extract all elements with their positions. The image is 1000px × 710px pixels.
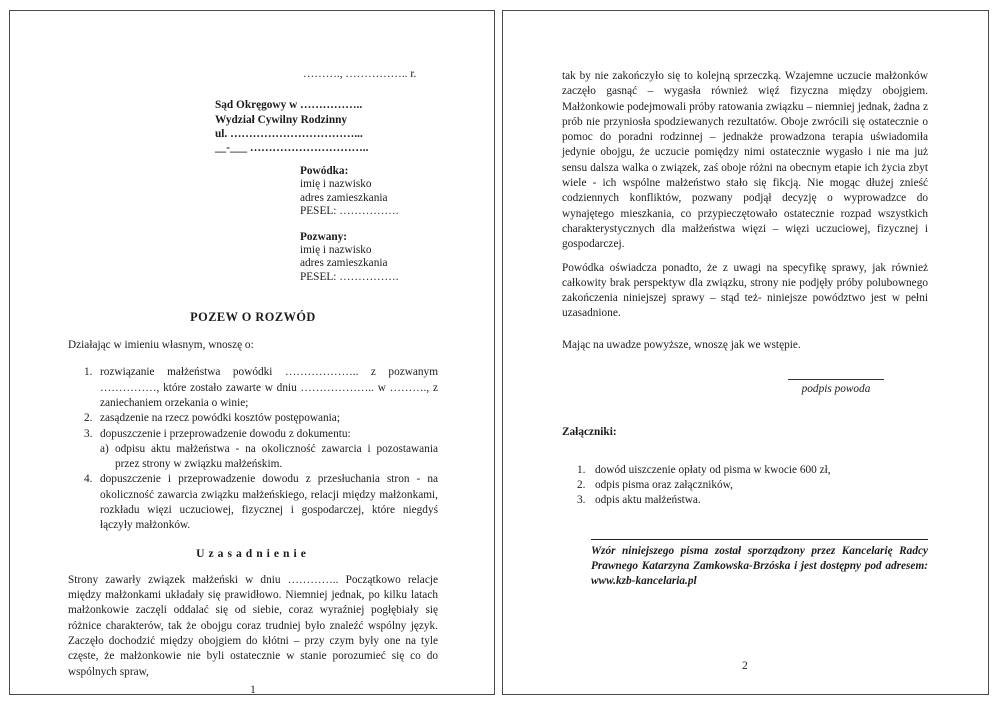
petition-item xyxy=(68,427,438,442)
date-line: ………., …………….. r. xyxy=(303,68,417,80)
attachment-number: 2. xyxy=(577,478,586,491)
petitions-list xyxy=(68,365,438,533)
court-division: Wydział Cywilny Rodzinny xyxy=(215,113,348,126)
defendant-pesel: PESEL: ……………. xyxy=(300,270,399,283)
document-page-2 xyxy=(502,10,989,695)
plaintiff-block xyxy=(300,165,438,218)
petition-number: 3. xyxy=(84,427,93,440)
justification-paragraph-3: Powódka oświadcza ponadto, że z uwagi na specyfikę sprawy, jak również całkowity brak perspektyw dla związku, strony nie podjęły próby polubownego zakończenia niniejszej sprawy – stąd też- niniejsze powództwo jest w pełni uzasadnione. xyxy=(562,261,928,320)
petition-text: rozwiązanie małżeństwa powódki ……………….. z pozwanym ……………, które zostało zawarte w dniu ……………….. w ………., z zaniechaniem orzekania o winie; xyxy=(100,366,438,409)
attachments-list xyxy=(562,463,928,509)
petition-text: dopuszczenie i przeprowadzenie dowodu z dokumentu: xyxy=(100,427,351,440)
page-2-number: 2 xyxy=(742,660,748,673)
petition-text: dopuszczenie i przeprowadzenie dowodu z przesłuchania stron - na okoliczność zawarcia związku małżeńskiego, relacji między małżonkami, rozkładu więzi uczuciowej, fizycznej i gospodarczej, które niegdyś łączyły małżonków. xyxy=(100,473,438,532)
petition-sub-item xyxy=(100,442,438,473)
signature-block xyxy=(788,379,884,397)
court-postal-code: __-___ ………………………….. xyxy=(215,141,369,154)
petition-sub-letter: a) xyxy=(100,442,109,455)
plaintiff-label: Powódka: xyxy=(300,165,349,178)
attachment-item xyxy=(562,478,928,493)
petition-item xyxy=(68,472,438,533)
attachment-item xyxy=(562,463,928,478)
attachment-text: odpis pisma oraz załączników, xyxy=(595,478,733,491)
petition-number: 1. xyxy=(84,366,93,379)
attachment-text: odpis aktu małżeństwa. xyxy=(595,494,701,507)
intro-line: Działając w imieniu własnym, wnoszę o: xyxy=(68,339,254,352)
plaintiff-name: imię i nazwisko xyxy=(300,178,372,191)
plaintiff-address: adres zamieszkania xyxy=(300,191,388,204)
attachment-item xyxy=(562,493,928,508)
law-firm-footer-note: Wzór niniejszego pisma został sporządzony przez Kancelarię Radcy Prawnego Katarzyna Zamkowska-Brzóska i jest dostępny pod adresem: www.kzb-kancelaria.pl xyxy=(591,539,928,590)
petition-item xyxy=(68,365,438,411)
petition-number: 2. xyxy=(84,412,93,425)
defendant-name: imię i nazwisko xyxy=(300,244,372,257)
petition-number: 4. xyxy=(84,473,93,486)
attachment-text: dowód uiszczenie opłaty od pisma w kwocie 600 zł, xyxy=(595,463,831,476)
defendant-label: Pozwany: xyxy=(300,230,348,243)
defendant-address: adres zamieszkania xyxy=(300,257,388,270)
court-address-block xyxy=(215,98,438,155)
attachment-number: 3. xyxy=(577,494,586,507)
plaintiff-pesel: PESEL: ……………. xyxy=(300,204,399,217)
petition-item xyxy=(68,411,438,426)
attachments-heading: Załączniki: xyxy=(562,426,617,439)
signature-caption: podpis powoda xyxy=(801,383,871,396)
justification-paragraph-1: Strony zawarły związek małżeński w dniu ………….. Początkowo relacje między małżonkami układały się prawidłowo. Niemniej jednak, po kilku latach małżonkowie zaczęli oddalać się od siebie, coraz wyraźniej pogłębiały się różnice charakterów, tak że obojgu coraz trudniej było znaleźć wspólny język. Zaczęło dochodzić między obojgiem do kłótni – przy czym były one na tyle częste, że małżonkowie nie byli ostatecznie w stanie porozumieć się co do wspólnych spraw, xyxy=(68,573,438,678)
closing-line: Mając na uwadze powyższe, wnoszę jak we wstępie. xyxy=(562,338,801,351)
justification-heading: Uzasadnienie xyxy=(196,546,310,560)
document-title: POZEW O ROZWÓD xyxy=(190,309,316,324)
page-1-number: 1 xyxy=(250,683,256,696)
justification-paragraph-2: tak by nie zakończyło się to kolejną sprzeczką. Wzajemne uczucie małżonków zaczęło gasnąć – wygasła również więź fizyczna między obojgiem. Małżonkowie podejmowali próby ratowania związku – niemniej jednak, żadna z prób nie przyniosła spodziewanych rezultatów. Oboje zwrócili się ostatecznie o pomoc do poradni rodzinnej – jednakże prowadzona terapia uświadomiła jedynie obojgu, że uczucie pomiędzy nimi ostatecznie wygasło i nie ma już sensu dalsza walka o związek, zaś oboje różni na obecnym etapie ich życia zbyt wiele - ich wspólne małżeństwo stało się fikcją. Nie mogąc dłużej znieść codziennych konfliktów, pozwany podjął decyzję o wyprowadzce do wynajętego mieszkania, co przypieczętowało ostatecznie rozpad wszystkich charakterystycznych dla małżeństwa więzi – więzi uczuciowej, fizycznej i gospodarczej. xyxy=(562,70,928,251)
document-page-1 xyxy=(9,10,495,695)
defendant-block xyxy=(300,231,438,284)
page-2-content xyxy=(503,69,988,675)
page-1-content xyxy=(10,67,494,698)
court-street: ul. ……………………………... xyxy=(215,127,363,140)
petition-sub-text: odpisu aktu małżeństwa - na okoliczność zawarcia i pozostawania przez strony w związku małżeńskim. xyxy=(115,442,438,471)
petition-text: zasądzenie na rzecz powódki kosztów postępowania; xyxy=(100,412,340,425)
court-name: Sąd Okręgowy w …………….. xyxy=(215,99,363,112)
attachment-number: 1. xyxy=(577,463,586,476)
